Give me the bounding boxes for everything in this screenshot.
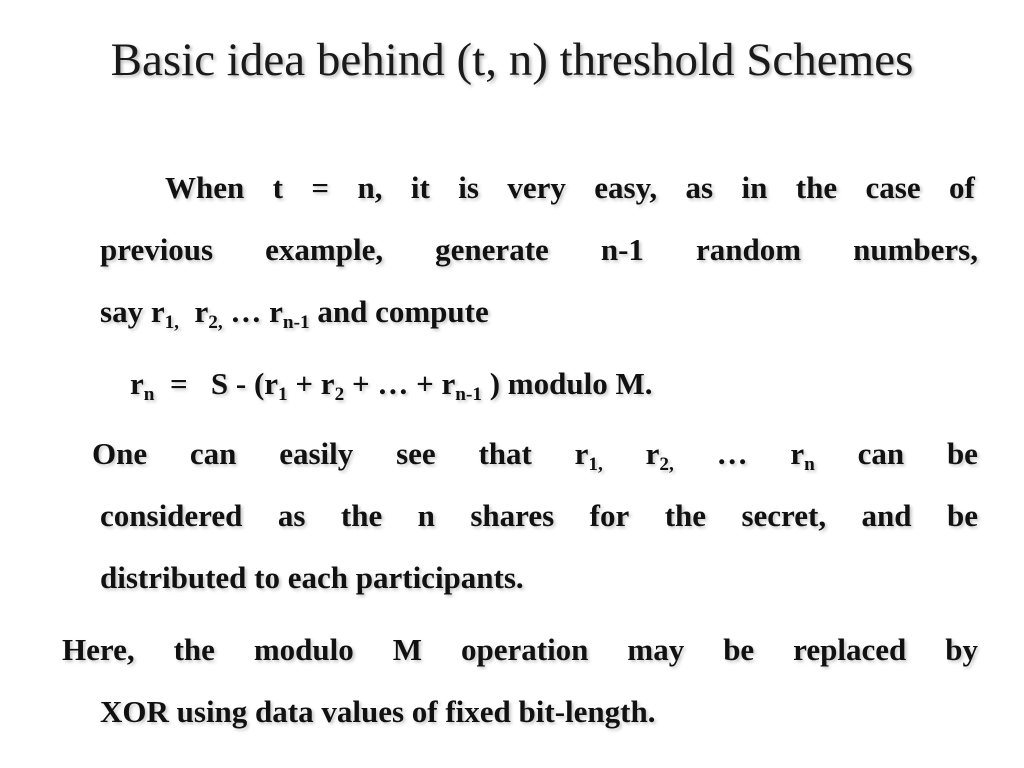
word [790,434,814,474]
subscript: 1, [164,312,179,334]
equation-line [130,364,652,404]
p3-line-1 [62,630,978,670]
word: and [861,498,912,533]
word: shares [470,498,555,533]
text: ) modulo M. [489,366,653,401]
word: numbers, [853,232,978,267]
word: can [857,436,905,471]
word: … [716,436,748,471]
word: Here, [62,632,135,667]
word: t [272,170,283,205]
word: example, [265,232,384,267]
word: it [410,170,430,205]
word: the [664,498,707,533]
word: generate [435,232,549,267]
word: operation [460,632,589,667]
subscript: 2 [334,384,345,406]
text: r [645,436,660,471]
word: be [723,632,755,667]
word: may [627,632,685,667]
word: M [392,632,423,667]
word: easy, [594,170,658,205]
text: r [574,436,589,471]
text: and compute [317,294,489,329]
word: very [507,170,566,205]
p1-line-1 [165,168,975,208]
slide-title: Basic idea behind (t, n) threshold Schemes [110,34,914,86]
subscript: 1, [588,454,603,476]
word: see [396,436,436,471]
text: + r [295,366,335,401]
word: n [417,498,435,533]
text: … r [230,294,283,329]
word: is [458,170,479,205]
word: replaced [793,632,907,667]
text: r [790,436,805,471]
subscript: n [143,384,155,406]
word: be [946,498,978,533]
word [646,434,674,474]
word: = [311,170,330,205]
p2-line-3: distributed to each participants. [100,560,524,595]
p2-line-2 [100,496,978,536]
word: by [945,632,978,667]
text: r [194,294,209,329]
text: + … + r [351,366,456,401]
word: the [340,498,383,533]
text: S - (r [210,366,279,401]
text: r [130,366,144,401]
word: considered [100,498,243,533]
word: case [865,170,921,205]
word: n, [357,170,383,205]
word: When [165,170,245,205]
word: in [741,170,768,205]
word: be [946,436,978,471]
p2-line-1 [92,434,978,474]
text: = [169,366,188,401]
subscript: n-1 [455,384,482,406]
word: of [949,170,975,205]
word: One [92,436,148,471]
word: the [173,632,215,667]
subscript: 2, [659,454,674,476]
p1-line-2 [100,230,978,270]
subscript: 1 [278,384,288,406]
word: as [277,498,306,533]
subscript: 2, [208,312,223,334]
word: easily [279,436,354,471]
word: the [795,170,838,205]
subscript: n-1 [282,312,310,334]
word: can [189,436,237,471]
word: modulo [253,632,354,667]
word: as [685,170,714,205]
word: n-1 [600,232,644,267]
word: that [478,436,532,471]
p1-line-3 [100,292,489,332]
text: say r [100,294,165,329]
word: secret, [741,498,827,533]
word: random [695,232,802,267]
p3-line-2: XOR using data values of fixed bit-length. [100,694,656,729]
subscript: n [804,454,815,476]
word [575,434,603,474]
word: for [589,498,630,533]
word: previous [100,232,214,267]
